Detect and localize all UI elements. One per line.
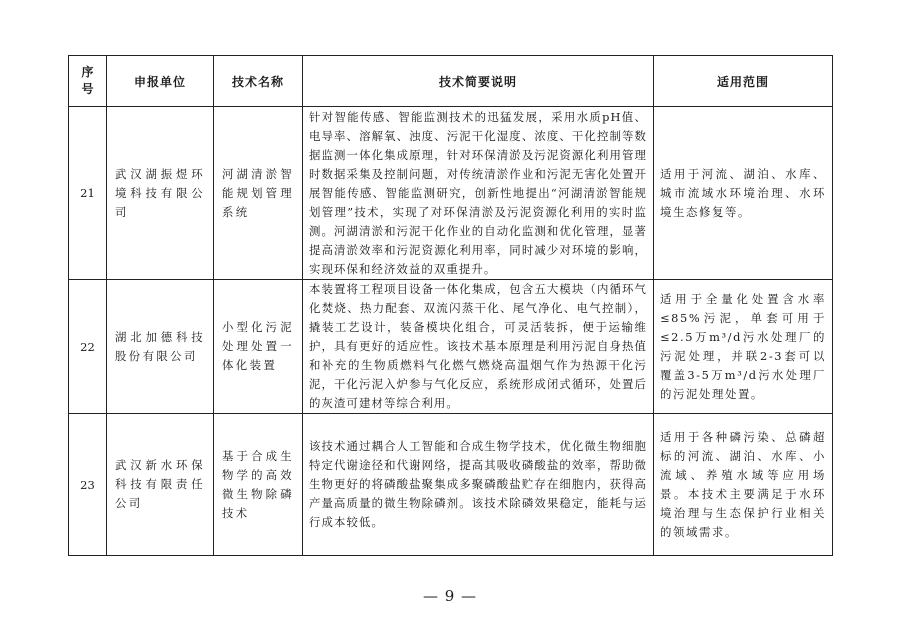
row-application-scope: 适用于全量化处置含水率≤85%污泥，单套可用于≤2.5万m³/d污水处理厂的污泥处理，并联2-3套可以覆盖3-5万m³/d污水处理厂的污泥处理处置。 [654, 280, 833, 414]
table-row [69, 414, 833, 556]
table-row [69, 107, 833, 280]
row-technology-description: 针对智能传感、智能监测技术的迅猛发展，采用水质pH值、电导率、溶解氧、浊度、污泥干化湿度、浓度、干化控制等数据监测一体化集成原理，针对环保清淤及污泥资源化利用管理时数据采集及控制问题，对传统清淤作业和污泥无害化处置开展智能传感、智能监测研究，创新性地提出“河湖清淤智能规划管理”技术，实现了对环保清淤及污泥资源化利用的实时监测。河湖清淤和污泥干化作业的自动化监测和优化管理，显著提高清淤效率和污泥资源化利用率，同时减少对环境的影响，实现环保和经济效益的双重提升。 [303, 107, 654, 280]
row-application-scope: 适用于各种磷污染、总磷超标的河流、湖泊、水库、小流域、养殖水域等应用场景。本技术主要满足于水环境治理与生态保护行业相关的领域需求。 [654, 414, 833, 556]
table-row [69, 280, 833, 414]
row-serial-number: 23 [69, 414, 107, 556]
table-header-row [69, 56, 833, 107]
row-technology-name: 河湖清淤智能规划管理系统 [214, 107, 303, 280]
header-application-scope: 适用范围 [654, 56, 833, 107]
row-serial-number: 21 [69, 107, 107, 280]
header-technology-name: 技术名称 [214, 56, 303, 107]
row-application-scope: 适用于河流、湖泊、水库、城市流域水环境治理、水环境生态修复等。 [654, 107, 833, 280]
header-technology-description: 技术简要说明 [303, 56, 654, 107]
row-technology-name: 小型化污泥处理处置一体化装置 [214, 280, 303, 414]
row-applicant-org: 武汉新水环保科技有限责任公司 [107, 414, 214, 556]
technology-table [68, 55, 833, 556]
row-applicant-org: 湖北加德科技股份有限公司 [107, 280, 214, 414]
row-applicant-org: 武汉湖振煜环境科技有限公司 [107, 107, 214, 280]
header-serial-line2: 号 [81, 82, 94, 96]
header-serial-number [69, 56, 107, 107]
header-serial-line1: 序 [81, 65, 94, 79]
row-technology-name: 基于合成生物学的高效微生物除磷技术 [214, 414, 303, 556]
page-number: — 9 — [422, 587, 478, 605]
row-technology-description: 本装置将工程项目设备一体化集成，包含五大模块（内循环气化焚烧、热力配套、双流闪蒸干化、尾气净化、电气控制），撬装工艺设计，装备模块化组合，可灵活装拆，便于运输维护，具有更好的适应性。该技术基本原理是利用污泥自身热值和补充的生物质燃料气化燃气燃烧高温烟气作为热源干化污泥，干化污泥入炉参与气化反应，系统形成闭式循环，处置后的灰渣可建材等综合利用。 [303, 280, 654, 414]
row-technology-description: 该技术通过耦合人工智能和合成生物学技术，优化微生物细胞特定代谢途径和代谢网络，提高其吸收磷酸盐的效率，帮助微生物更好的将磷酸盐聚集成多聚磷酸盐贮存在细胞内，获得高产量高质量的微生物除磷剂。该技术除磷效果稳定，能耗与运行成本较低。 [303, 414, 654, 556]
header-applicant-org: 申报单位 [107, 56, 214, 107]
row-serial-number: 22 [69, 280, 107, 414]
